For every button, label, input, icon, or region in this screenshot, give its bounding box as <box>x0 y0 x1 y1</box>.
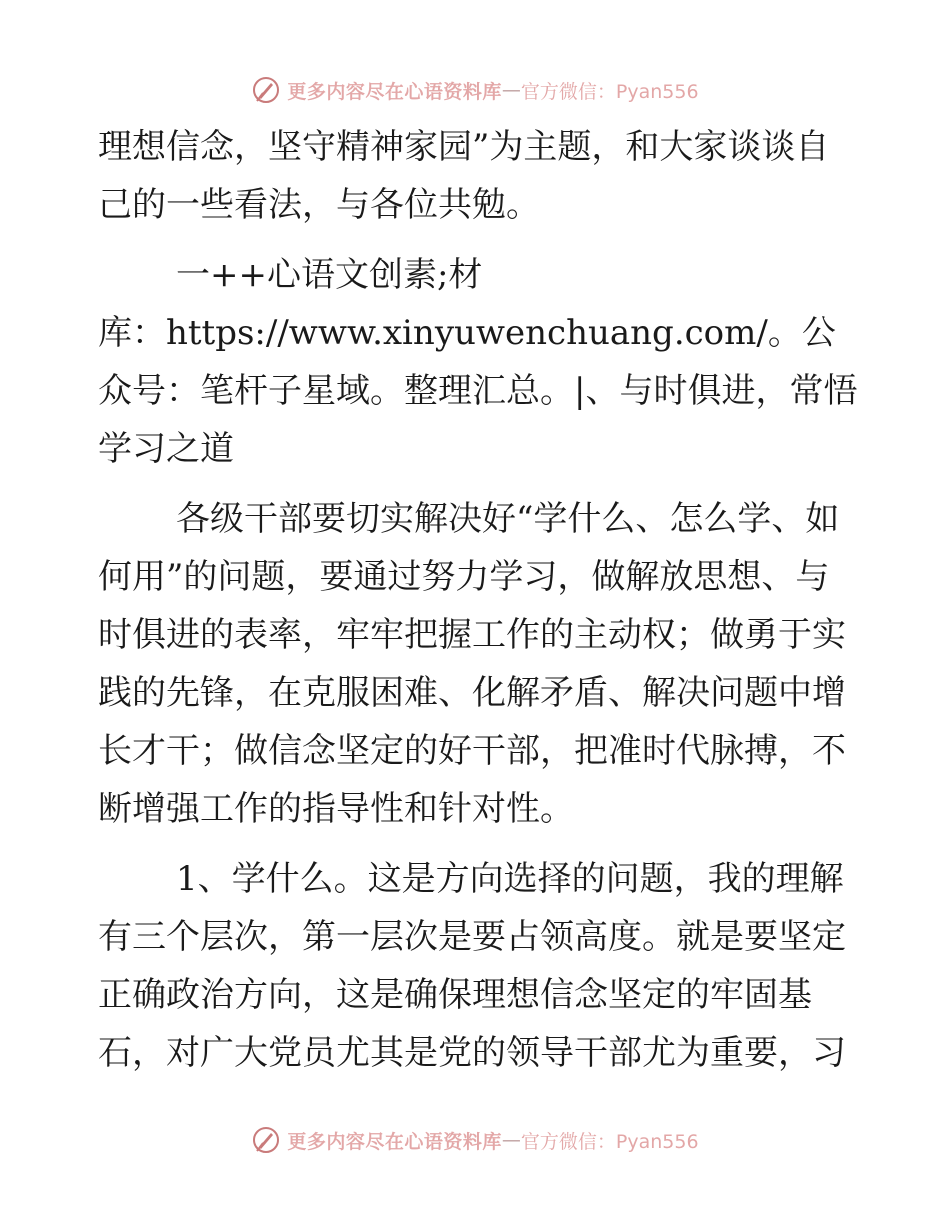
banner-separator: — <box>501 1129 521 1151</box>
paragraph: 1、学什么。这是方向选择的问题，我的理解有三个层次，第一层次是要占领高度。就是要坚定正确政治方向，这是确保理想信念坚定的牢固基石，对广大党员尤其是党的领导干部尤为重要，习 <box>98 859 846 1073</box>
footer-banner <box>0 1120 950 1160</box>
feather-pen-logo-icon <box>251 1125 281 1155</box>
banner-main-text: 更多内容尽在心语资料库 <box>287 80 502 103</box>
paragraph: 理想信念，坚守精神家园”为主题，和大家谈谈自己的一些看法，与各位共勉。 <box>98 127 830 225</box>
banner-wechat-text: 官方微信：Pyan556 <box>520 1130 699 1153</box>
banner-separator: — <box>501 79 521 101</box>
banner-main-text: 更多内容尽在心语资料库 <box>287 1130 502 1153</box>
paragraph: 各级干部要切实解决好“学什么、怎么学、如何用”的问题，要通过努力学习，做解放思想、与时俱进的表率，牢牢把握工作的主动权；做勇于实践的先锋，在克服困难、化解矛盾、解决问题中增长才干；做信念坚定的好干部，把准时代脉搏，不断增强工作的指导性和针对性。 <box>98 499 846 829</box>
feather-pen-logo-icon <box>251 75 281 105</box>
paragraph: 一++心语文创素;材 <box>176 255 483 295</box>
paragraph: 库：https://www.xinyuwenchuang.com/。公众号：笔杆子星域。整理汇总。|、与时俱进，常悟学习之道 <box>98 313 858 469</box>
header-banner <box>0 70 950 110</box>
banner-wechat-text: 官方微信：Pyan556 <box>520 80 699 103</box>
document-body <box>98 118 858 1082</box>
